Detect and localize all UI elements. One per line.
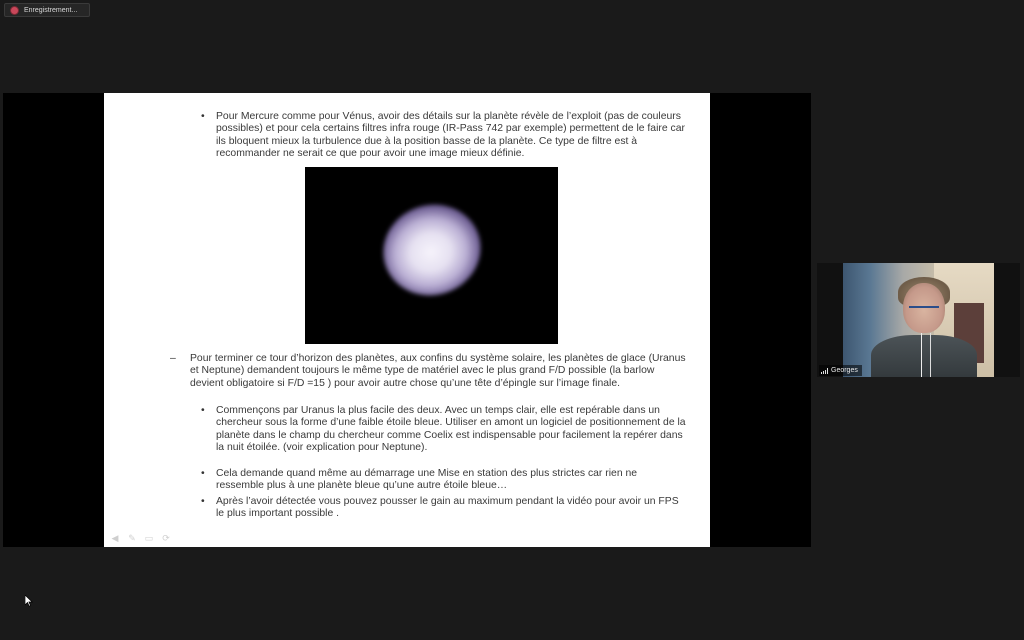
slide-controls (110, 533, 171, 543)
previous-slide-icon[interactable]: ◀ (111, 533, 119, 543)
bullet-text: Commençons par Uranus la plus facile des deux. Avec un temps clair, elle est repérable dans un chercheur sous la forme d’une faible étoile bleue. Utiliser en amont un logiciel de positionnement de la planète dans le champ du chercheur comme Coelix est indispensable pour facilement la repérer dans la nuit étoilée. (voir explication pour Neptune). (216, 405, 686, 453)
participant-name: Georges (831, 367, 858, 374)
planet-blur (371, 192, 492, 308)
bullet-symbol: • (201, 111, 205, 122)
top-bullet (201, 111, 686, 160)
pen-icon[interactable]: ✎ (128, 533, 136, 543)
bullet-symbol: • (201, 496, 205, 507)
slides-icon[interactable]: ▭ (144, 533, 154, 543)
recording-label: Enregistrement... (24, 6, 78, 14)
participant-name-tag (819, 365, 862, 376)
screen-share-area (3, 93, 811, 547)
bullet-text: Pour Mercure comme pour Vénus, avoir des détails sur la planète révèle de l’exploit (pas de couleurs possibles) et pour cela certains filtres infra rouge (IR-Pass 742 par exemple) permettent de le faire car ils bloquent mieux la turbulence due à la position basse de la planète. Ce type de filtre est à recommander ne serait ce que pour avoir une image mieux définie. (216, 111, 685, 159)
sub-bullet-3 (201, 496, 686, 521)
planet-image (305, 167, 558, 344)
recording-indicator[interactable] (4, 3, 90, 17)
presentation-slide (104, 93, 710, 547)
bullet-symbol: • (201, 468, 205, 479)
sub-bullet-1 (201, 405, 686, 454)
dash-text: Pour terminer ce tour d’horizon des planètes, aux confins du système solaire, les planètes de glace (Uranus et Neptune) demandent toujours le même type de matériel avec le plus grand F/D possible (la barlow devient obligatoire si F/D =15 ) pour avoir autre chose qu’une tête d’épingle sur l’image finale. (190, 353, 686, 389)
signal-strength-icon (821, 368, 828, 374)
bullet-text: Après l’avoir détectée vous pouvez pousser le gain au maximum pendant la vidéo pour avoir un FPS le plus important possible . (216, 496, 679, 520)
bullet-text: Cela demande quand même au démarrage une Mise en station des plus strictes car rien ne ressemble plus à une planète bleue qu’une autre étoile bleue… (216, 468, 638, 492)
dash-item (170, 353, 690, 390)
participant-video-tile[interactable] (817, 263, 1020, 377)
dash-symbol: – (170, 353, 176, 364)
webcam-feed (843, 263, 994, 377)
options-icon[interactable]: ⟳ (162, 533, 170, 543)
record-icon (11, 7, 18, 14)
bullet-symbol: • (201, 405, 205, 416)
sub-bullet-2 (201, 468, 686, 493)
